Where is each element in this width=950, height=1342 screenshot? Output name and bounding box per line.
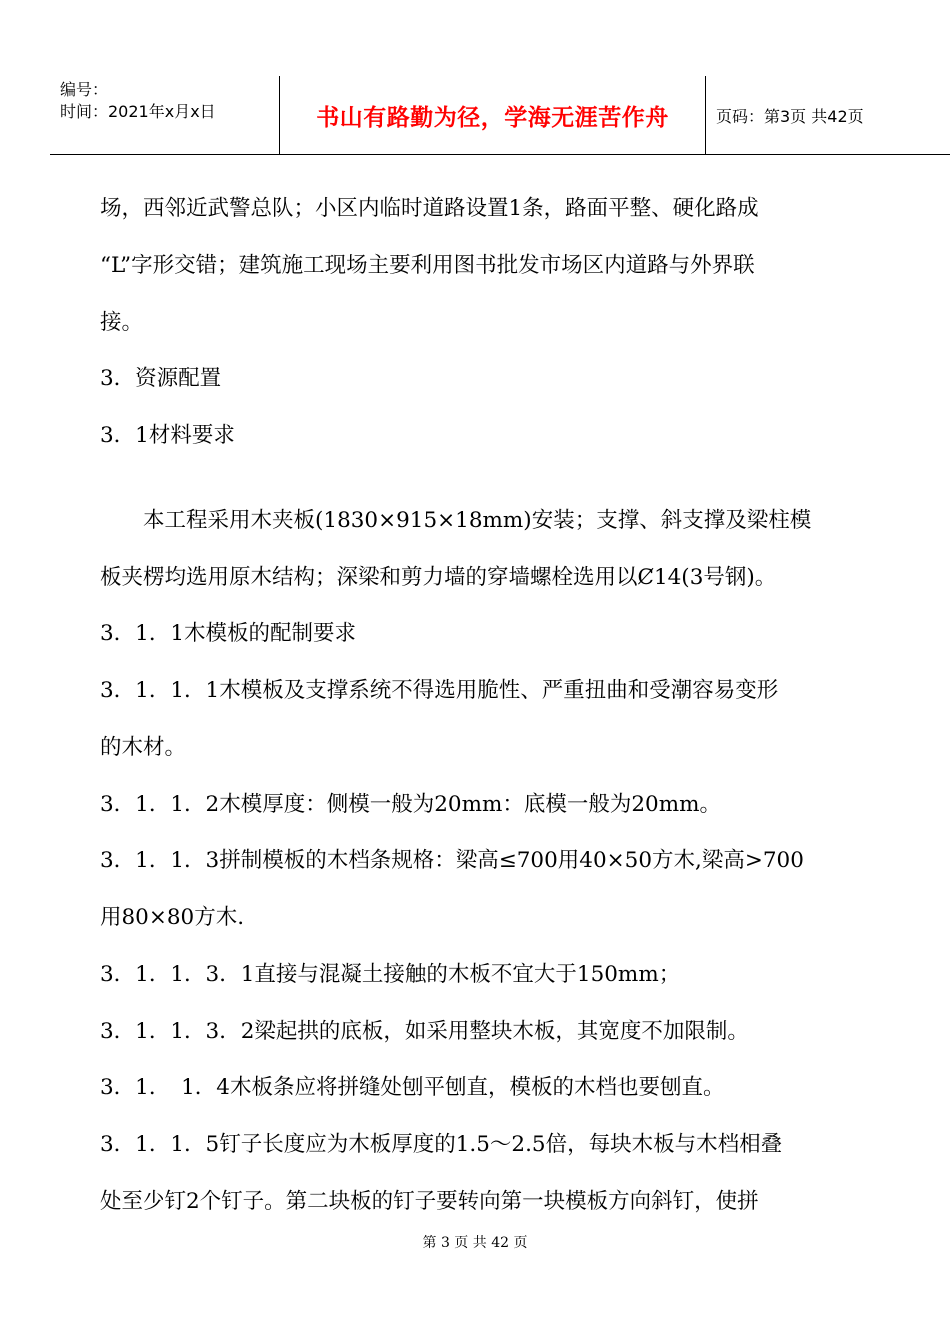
- document-time-label: 时间：2021年x月x日: [60, 102, 216, 121]
- body-line: 接。: [100, 310, 144, 335]
- header-meta-cell: [50, 76, 280, 154]
- body-line: “L”字形交错；建筑施工现场主要利用图书批发市场区内道路与外界联: [100, 253, 755, 278]
- page-footer: 第 3 页 共 42 页: [422, 1235, 528, 1251]
- header-page-info: 页码：第3页 共42页: [716, 106, 864, 126]
- body-line: 的木材。: [100, 735, 187, 760]
- header-page-cell: [706, 76, 950, 154]
- body-line: 场，西邻近武警总队；小区内临时道路设置1条，路面平整、硬化路成: [100, 196, 759, 221]
- body-line: 3．1．1．2木模厚度：侧模一般为20mm：底模一般为20mm。: [100, 792, 721, 817]
- body-line: 本工程采用木夹板(1830×915×18mm)安装；支撑、斜支撑及梁柱模: [100, 508, 812, 533]
- body-line: 3．1．1．3．1直接与混凝土接触的木板不宜大于150mm；: [100, 962, 681, 987]
- section-heading: 3．资源配置: [100, 366, 222, 391]
- header-motto-cell: [280, 76, 706, 154]
- section-heading: 3．1．1木模板的配制要求: [100, 621, 357, 646]
- body-line: 处至少钉2个钉子。第二块板的钉子要转向第一块模板方向斜钉，使拼: [100, 1189, 759, 1214]
- section-heading: 3．1材料要求: [100, 423, 235, 448]
- header-motto: 书山有路勤为径，学海无涯苦作舟: [316, 104, 669, 131]
- body-line: 3．1．1．3．2梁起拱的底板，如采用整块木板，其宽度不加限制。: [100, 1019, 749, 1044]
- body-line: 板夹楞均选用原木结构；深梁和剪力墙的穿墙螺栓选用以Ȼ14(3号钢)。: [100, 565, 777, 590]
- body-line: 3．1． 1．4木板条应将拼缝处刨平刨直，模板的木档也要刨直。: [100, 1075, 725, 1100]
- body-line: 用80×80方木.: [100, 905, 245, 930]
- page-header: [50, 76, 950, 155]
- body-line: 3．1．1．3拼制模板的木档条规格：梁高≤700用40×50方木,梁高>700: [100, 848, 804, 873]
- body-line: 3．1．1．1木模板及支撑系统不得选用脆性、严重扭曲和受潮容易变形: [100, 678, 779, 703]
- body-line: 3．1．1．5钉子长度应为木板厚度的1.5～2.5倍，每块木板与木档相叠: [100, 1132, 783, 1157]
- document-number-label: 编号：: [60, 80, 109, 99]
